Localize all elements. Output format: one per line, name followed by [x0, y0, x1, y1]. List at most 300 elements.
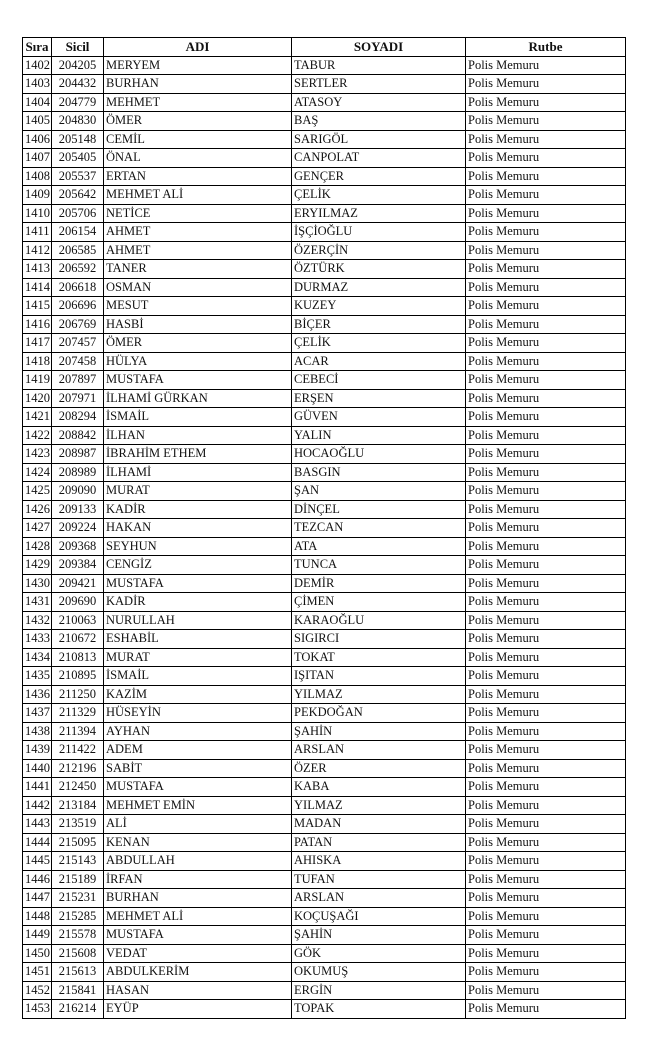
- cell-sira: 1440: [23, 759, 52, 778]
- cell-sicil: 204205: [52, 56, 104, 75]
- column-header-sira: Sıra: [23, 38, 52, 57]
- cell-sicil: 206618: [52, 278, 104, 297]
- cell-rutbe: Polis Memuru: [466, 56, 626, 75]
- cell-sicil: 206154: [52, 223, 104, 242]
- cell-adi: ALİ: [104, 815, 292, 834]
- cell-rutbe: Polis Memuru: [466, 167, 626, 186]
- cell-adi: KADİR: [104, 500, 292, 519]
- cell-rutbe: Polis Memuru: [466, 926, 626, 945]
- cell-sicil: 208294: [52, 408, 104, 427]
- cell-rutbe: Polis Memuru: [466, 445, 626, 464]
- cell-sicil: 209690: [52, 593, 104, 612]
- cell-rutbe: Polis Memuru: [466, 630, 626, 649]
- table-row: [23, 463, 626, 482]
- table-row: [23, 870, 626, 889]
- cell-soyadi: ATASOY: [292, 93, 466, 112]
- cell-soyadi: ERGİN: [292, 981, 466, 1000]
- cell-soyadi: GENÇER: [292, 167, 466, 186]
- table-row: [23, 889, 626, 908]
- cell-sira: 1414: [23, 278, 52, 297]
- cell-rutbe: Polis Memuru: [466, 93, 626, 112]
- cell-sicil: 210672: [52, 630, 104, 649]
- cell-sira: 1453: [23, 1000, 52, 1019]
- cell-sicil: 215143: [52, 852, 104, 871]
- cell-adi: MUSTAFA: [104, 574, 292, 593]
- cell-sicil: 205642: [52, 186, 104, 205]
- cell-soyadi: DURMAZ: [292, 278, 466, 297]
- cell-rutbe: Polis Memuru: [466, 297, 626, 316]
- cell-sira: 1447: [23, 889, 52, 908]
- cell-adi: TANER: [104, 260, 292, 279]
- table-row: [23, 944, 626, 963]
- cell-adi: HÜLYA: [104, 352, 292, 371]
- cell-soyadi: TEZCAN: [292, 519, 466, 538]
- cell-soyadi: SIGIRCI: [292, 630, 466, 649]
- cell-sira: 1442: [23, 796, 52, 815]
- cell-sicil: 208842: [52, 426, 104, 445]
- cell-adi: KADİR: [104, 593, 292, 612]
- cell-sira: 1426: [23, 500, 52, 519]
- cell-soyadi: ERŞEN: [292, 389, 466, 408]
- table-row: [23, 907, 626, 926]
- cell-soyadi: ACAR: [292, 352, 466, 371]
- cell-rutbe: Polis Memuru: [466, 852, 626, 871]
- cell-soyadi: ÇELİK: [292, 334, 466, 353]
- table-row: [23, 611, 626, 630]
- cell-soyadi: ATA: [292, 537, 466, 556]
- cell-rutbe: Polis Memuru: [466, 130, 626, 149]
- cell-sicil: 215578: [52, 926, 104, 945]
- table-row: [23, 833, 626, 852]
- cell-sira: 1437: [23, 704, 52, 723]
- table-row: [23, 926, 626, 945]
- cell-adi: KAZİM: [104, 685, 292, 704]
- cell-soyadi: ÇİMEN: [292, 593, 466, 612]
- cell-sicil: 209421: [52, 574, 104, 593]
- cell-sira: 1405: [23, 112, 52, 131]
- cell-sicil: 215189: [52, 870, 104, 889]
- cell-adi: ÖMER: [104, 112, 292, 131]
- cell-soyadi: DEMİR: [292, 574, 466, 593]
- cell-soyadi: CEBECİ: [292, 371, 466, 390]
- cell-sira: 1430: [23, 574, 52, 593]
- cell-soyadi: KOÇUŞAĞI: [292, 907, 466, 926]
- cell-soyadi: GÖK: [292, 944, 466, 963]
- cell-sicil: 206585: [52, 241, 104, 260]
- table-row: [23, 315, 626, 334]
- cell-soyadi: TUFAN: [292, 870, 466, 889]
- cell-sicil: 208987: [52, 445, 104, 464]
- cell-adi: NURULLAH: [104, 611, 292, 630]
- cell-adi: KENAN: [104, 833, 292, 852]
- table-row: [23, 334, 626, 353]
- cell-sicil: 209384: [52, 556, 104, 575]
- cell-sicil: 209224: [52, 519, 104, 538]
- cell-rutbe: Polis Memuru: [466, 685, 626, 704]
- cell-sira: 1431: [23, 593, 52, 612]
- cell-sicil: 210813: [52, 648, 104, 667]
- cell-sira: 1450: [23, 944, 52, 963]
- cell-rutbe: Polis Memuru: [466, 334, 626, 353]
- table-row: [23, 112, 626, 131]
- cell-soyadi: PEKDOĞAN: [292, 704, 466, 723]
- table-row: [23, 408, 626, 427]
- cell-sira: 1407: [23, 149, 52, 168]
- cell-adi: MUSTAFA: [104, 778, 292, 797]
- table-row: [23, 778, 626, 797]
- cell-adi: MEHMET: [104, 93, 292, 112]
- cell-soyadi: IŞITAN: [292, 667, 466, 686]
- table-row: [23, 297, 626, 316]
- cell-sicil: 215841: [52, 981, 104, 1000]
- cell-sira: 1402: [23, 56, 52, 75]
- cell-soyadi: ŞAN: [292, 482, 466, 501]
- cell-adi: OSMAN: [104, 278, 292, 297]
- cell-adi: İRFAN: [104, 870, 292, 889]
- table-row: [23, 796, 626, 815]
- table-row: [23, 389, 626, 408]
- cell-rutbe: Polis Memuru: [466, 593, 626, 612]
- cell-adi: MUSTAFA: [104, 371, 292, 390]
- column-header-adi: ADI: [104, 38, 292, 57]
- cell-rutbe: Polis Memuru: [466, 186, 626, 205]
- table-row: [23, 500, 626, 519]
- cell-soyadi: KARAOĞLU: [292, 611, 466, 630]
- cell-adi: SEYHUN: [104, 537, 292, 556]
- table-row: [23, 667, 626, 686]
- cell-sicil: 211394: [52, 722, 104, 741]
- cell-soyadi: ARSLAN: [292, 889, 466, 908]
- cell-sicil: 205148: [52, 130, 104, 149]
- cell-rutbe: Polis Memuru: [466, 667, 626, 686]
- cell-sira: 1446: [23, 870, 52, 889]
- table-row: [23, 482, 626, 501]
- cell-rutbe: Polis Memuru: [466, 796, 626, 815]
- cell-sira: 1403: [23, 75, 52, 94]
- cell-sicil: 205537: [52, 167, 104, 186]
- cell-sicil: 215095: [52, 833, 104, 852]
- cell-soyadi: BASGIN: [292, 463, 466, 482]
- cell-adi: MERYEM: [104, 56, 292, 75]
- table-row: [23, 593, 626, 612]
- cell-sicil: 212196: [52, 759, 104, 778]
- cell-sicil: 211250: [52, 685, 104, 704]
- cell-soyadi: DİNÇEL: [292, 500, 466, 519]
- cell-sira: 1452: [23, 981, 52, 1000]
- table-row: [23, 75, 626, 94]
- column-header-soyadi: SOYADI: [292, 38, 466, 57]
- cell-soyadi: İŞÇİOĞLU: [292, 223, 466, 242]
- cell-adi: CENGİZ: [104, 556, 292, 575]
- cell-adi: AHMET: [104, 241, 292, 260]
- table-row: [23, 1000, 626, 1019]
- cell-soyadi: AHISKA: [292, 852, 466, 871]
- cell-rutbe: Polis Memuru: [466, 574, 626, 593]
- cell-rutbe: Polis Memuru: [466, 241, 626, 260]
- cell-sira: 1410: [23, 204, 52, 223]
- cell-sira: 1439: [23, 741, 52, 760]
- cell-soyadi: CANPOLAT: [292, 149, 466, 168]
- cell-sira: 1451: [23, 963, 52, 982]
- cell-adi: HASBİ: [104, 315, 292, 334]
- cell-sira: 1413: [23, 260, 52, 279]
- cell-sicil: 207458: [52, 352, 104, 371]
- cell-rutbe: Polis Memuru: [466, 833, 626, 852]
- cell-sira: 1445: [23, 852, 52, 871]
- cell-sira: 1404: [23, 93, 52, 112]
- table-row: [23, 630, 626, 649]
- cell-rutbe: Polis Memuru: [466, 963, 626, 982]
- cell-sira: 1438: [23, 722, 52, 741]
- cell-adi: HÜSEYİN: [104, 704, 292, 723]
- cell-soyadi: YILMAZ: [292, 685, 466, 704]
- cell-soyadi: ÇELİK: [292, 186, 466, 205]
- cell-soyadi: MADAN: [292, 815, 466, 834]
- cell-sicil: 215285: [52, 907, 104, 926]
- cell-sicil: 204779: [52, 93, 104, 112]
- cell-adi: BURHAN: [104, 75, 292, 94]
- cell-sira: 1419: [23, 371, 52, 390]
- cell-sicil: 215608: [52, 944, 104, 963]
- cell-adi: ESHABİL: [104, 630, 292, 649]
- cell-rutbe: Polis Memuru: [466, 278, 626, 297]
- cell-rutbe: Polis Memuru: [466, 389, 626, 408]
- cell-adi: İBRAHİM ETHEM: [104, 445, 292, 464]
- cell-adi: İLHAMİ GÜRKAN: [104, 389, 292, 408]
- cell-sira: 1408: [23, 167, 52, 186]
- table-row: [23, 167, 626, 186]
- cell-adi: ADEM: [104, 741, 292, 760]
- cell-rutbe: Polis Memuru: [466, 260, 626, 279]
- cell-soyadi: BAŞ: [292, 112, 466, 131]
- cell-adi: MEHMET ALİ: [104, 186, 292, 205]
- cell-soyadi: KUZEY: [292, 297, 466, 316]
- cell-rutbe: Polis Memuru: [466, 223, 626, 242]
- cell-soyadi: SERTLER: [292, 75, 466, 94]
- cell-adi: CEMİL: [104, 130, 292, 149]
- table-row: [23, 93, 626, 112]
- table-row: [23, 223, 626, 242]
- cell-sicil: 204830: [52, 112, 104, 131]
- table-row: [23, 371, 626, 390]
- cell-adi: ABDULKERİM: [104, 963, 292, 982]
- cell-soyadi: ERYILMAZ: [292, 204, 466, 223]
- cell-soyadi: TOKAT: [292, 648, 466, 667]
- cell-adi: AHMET: [104, 223, 292, 242]
- cell-sicil: 216214: [52, 1000, 104, 1019]
- cell-sicil: 209133: [52, 500, 104, 519]
- cell-sicil: 211422: [52, 741, 104, 760]
- table-header: [23, 38, 626, 57]
- cell-sicil: 208989: [52, 463, 104, 482]
- cell-sira: 1418: [23, 352, 52, 371]
- cell-rutbe: Polis Memuru: [466, 907, 626, 926]
- cell-sira: 1427: [23, 519, 52, 538]
- cell-rutbe: Polis Memuru: [466, 371, 626, 390]
- cell-rutbe: Polis Memuru: [466, 408, 626, 427]
- cell-soyadi: SARIGÖL: [292, 130, 466, 149]
- cell-adi: İLHAN: [104, 426, 292, 445]
- table-row: [23, 759, 626, 778]
- cell-soyadi: BİÇER: [292, 315, 466, 334]
- cell-soyadi: TUNCA: [292, 556, 466, 575]
- cell-rutbe: Polis Memuru: [466, 537, 626, 556]
- cell-soyadi: ÖZER: [292, 759, 466, 778]
- cell-rutbe: Polis Memuru: [466, 352, 626, 371]
- cell-sicil: 215613: [52, 963, 104, 982]
- column-header-sicil: Sicil: [52, 38, 104, 57]
- cell-soyadi: PATAN: [292, 833, 466, 852]
- cell-sicil: 210063: [52, 611, 104, 630]
- cell-sira: 1409: [23, 186, 52, 205]
- table-row: [23, 815, 626, 834]
- cell-adi: MEHMET EMİN: [104, 796, 292, 815]
- cell-sira: 1444: [23, 833, 52, 852]
- cell-rutbe: Polis Memuru: [466, 500, 626, 519]
- cell-sira: 1448: [23, 907, 52, 926]
- table-row: [23, 722, 626, 741]
- table-row: [23, 260, 626, 279]
- cell-rutbe: Polis Memuru: [466, 519, 626, 538]
- table-row: [23, 685, 626, 704]
- cell-sira: 1435: [23, 667, 52, 686]
- cell-sira: 1432: [23, 611, 52, 630]
- cell-soyadi: ŞAHİN: [292, 722, 466, 741]
- cell-sicil: 210895: [52, 667, 104, 686]
- column-header-rutbe: Rutbe: [466, 38, 626, 57]
- cell-sira: 1429: [23, 556, 52, 575]
- cell-rutbe: Polis Memuru: [466, 556, 626, 575]
- cell-sira: 1421: [23, 408, 52, 427]
- cell-sira: 1415: [23, 297, 52, 316]
- cell-soyadi: HOCAOĞLU: [292, 445, 466, 464]
- cell-sira: 1422: [23, 426, 52, 445]
- cell-rutbe: Polis Memuru: [466, 315, 626, 334]
- table-row: [23, 204, 626, 223]
- table-row: [23, 741, 626, 760]
- table-row: [23, 574, 626, 593]
- cell-sira: 1425: [23, 482, 52, 501]
- cell-rutbe: Polis Memuru: [466, 889, 626, 908]
- table-row: [23, 186, 626, 205]
- table-row: [23, 981, 626, 1000]
- cell-sira: 1416: [23, 315, 52, 334]
- cell-rutbe: Polis Memuru: [466, 648, 626, 667]
- table-row: [23, 704, 626, 723]
- cell-rutbe: Polis Memuru: [466, 759, 626, 778]
- cell-sicil: 207897: [52, 371, 104, 390]
- cell-adi: MEHMET ALİ: [104, 907, 292, 926]
- cell-soyadi: YALIN: [292, 426, 466, 445]
- cell-sicil: 205405: [52, 149, 104, 168]
- cell-soyadi: TABUR: [292, 56, 466, 75]
- table-row: [23, 241, 626, 260]
- cell-adi: ERTAN: [104, 167, 292, 186]
- cell-adi: İSMAİL: [104, 667, 292, 686]
- table-row: [23, 519, 626, 538]
- cell-adi: ÖMER: [104, 334, 292, 353]
- table-row: [23, 963, 626, 982]
- cell-sira: 1423: [23, 445, 52, 464]
- cell-sira: 1443: [23, 815, 52, 834]
- cell-soyadi: ÖZERÇİN: [292, 241, 466, 260]
- cell-sicil: 206592: [52, 260, 104, 279]
- cell-sira: 1436: [23, 685, 52, 704]
- cell-adi: MURAT: [104, 648, 292, 667]
- cell-adi: EYÜP: [104, 1000, 292, 1019]
- cell-adi: NETİCE: [104, 204, 292, 223]
- cell-rutbe: Polis Memuru: [466, 870, 626, 889]
- table-row: [23, 445, 626, 464]
- cell-sicil: 207971: [52, 389, 104, 408]
- cell-rutbe: Polis Memuru: [466, 149, 626, 168]
- cell-rutbe: Polis Memuru: [466, 722, 626, 741]
- table-row: [23, 130, 626, 149]
- cell-sira: 1428: [23, 537, 52, 556]
- cell-rutbe: Polis Memuru: [466, 463, 626, 482]
- cell-adi: İSMAİL: [104, 408, 292, 427]
- cell-sira: 1441: [23, 778, 52, 797]
- cell-rutbe: Polis Memuru: [466, 815, 626, 834]
- cell-adi: İLHAMİ: [104, 463, 292, 482]
- cell-adi: MESUT: [104, 297, 292, 316]
- table-row: [23, 426, 626, 445]
- cell-rutbe: Polis Memuru: [466, 112, 626, 131]
- cell-soyadi: TOPAK: [292, 1000, 466, 1019]
- cell-adi: MURAT: [104, 482, 292, 501]
- cell-rutbe: Polis Memuru: [466, 944, 626, 963]
- table-row: [23, 278, 626, 297]
- cell-sira: 1420: [23, 389, 52, 408]
- cell-soyadi: OKUMUŞ: [292, 963, 466, 982]
- cell-rutbe: Polis Memuru: [466, 204, 626, 223]
- table-row: [23, 648, 626, 667]
- cell-soyadi: YILMAZ: [292, 796, 466, 815]
- cell-rutbe: Polis Memuru: [466, 778, 626, 797]
- cell-sicil: 212450: [52, 778, 104, 797]
- cell-adi: ABDULLAH: [104, 852, 292, 871]
- header-row: [23, 38, 626, 57]
- cell-sira: 1406: [23, 130, 52, 149]
- cell-sicil: 213519: [52, 815, 104, 834]
- cell-adi: BURHAN: [104, 889, 292, 908]
- cell-rutbe: Polis Memuru: [466, 611, 626, 630]
- personnel-table: [22, 37, 626, 1019]
- cell-sicil: 204432: [52, 75, 104, 94]
- table-row: [23, 537, 626, 556]
- cell-sira: 1434: [23, 648, 52, 667]
- cell-sira: 1412: [23, 241, 52, 260]
- cell-adi: HAKAN: [104, 519, 292, 538]
- cell-sicil: 211329: [52, 704, 104, 723]
- cell-sicil: 206769: [52, 315, 104, 334]
- cell-sicil: 206696: [52, 297, 104, 316]
- cell-adi: SABİT: [104, 759, 292, 778]
- cell-sicil: 207457: [52, 334, 104, 353]
- cell-sicil: 215231: [52, 889, 104, 908]
- cell-rutbe: Polis Memuru: [466, 981, 626, 1000]
- cell-sira: 1433: [23, 630, 52, 649]
- table-row: [23, 852, 626, 871]
- cell-rutbe: Polis Memuru: [466, 75, 626, 94]
- cell-adi: MUSTAFA: [104, 926, 292, 945]
- cell-sira: 1411: [23, 223, 52, 242]
- cell-soyadi: ÖZTÜRK: [292, 260, 466, 279]
- table-row: [23, 556, 626, 575]
- cell-sira: 1424: [23, 463, 52, 482]
- cell-sicil: 209090: [52, 482, 104, 501]
- cell-sicil: 209368: [52, 537, 104, 556]
